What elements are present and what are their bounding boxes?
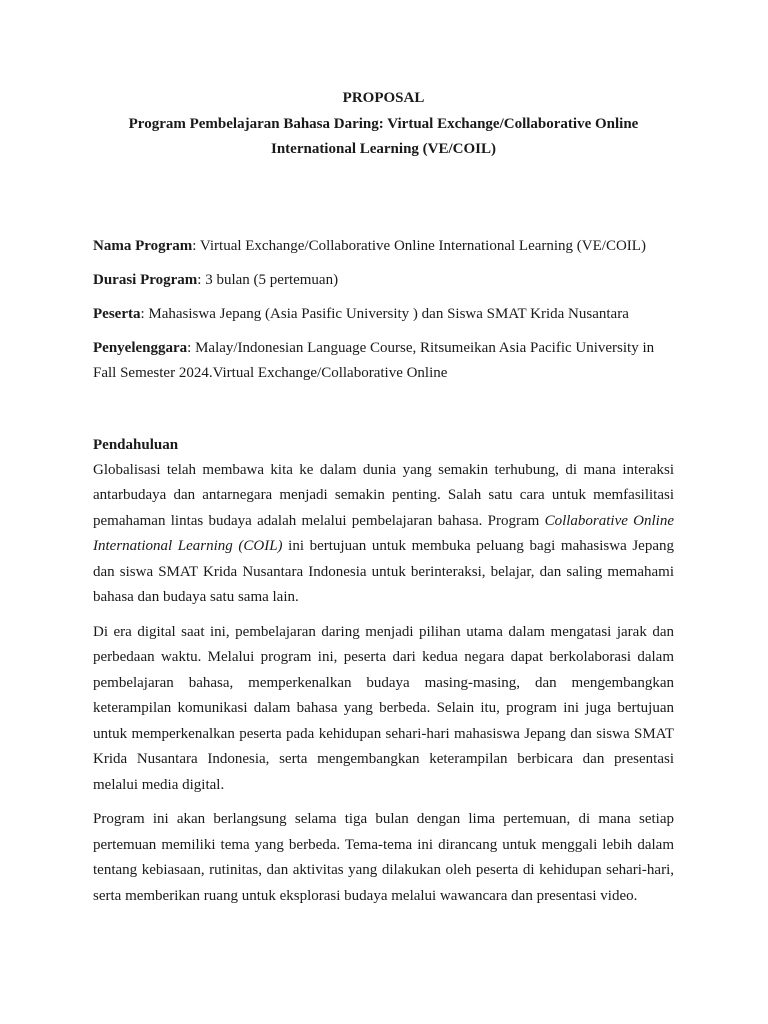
meta-value: : Malay/Indonesian Language Course, Ritsumeikan Asia Pacific University in Fall Semester 2024.Virtual Exchange/Collaborative Online bbox=[93, 339, 655, 381]
paragraph-1-text-a: Globalisasi telah membawa kita ke dalam dunia yang semakin terhubung, di mana interaksi antarbudaya dan antarnegara menjadi semakin penting. Salah satu cara untuk memfasilitasi pemahaman lintas budaya adalah melalui pembelajaran bahasa. Program bbox=[93, 461, 674, 529]
meta-penyelenggara bbox=[93, 336, 674, 386]
meta-durasi-program bbox=[93, 268, 674, 293]
meta-nama-program bbox=[93, 234, 674, 259]
meta-value: : Mahasiswa Jepang (Asia Pasific University ) dan Siswa SMAT Krida Nusantara bbox=[140, 305, 629, 322]
meta-value: : 3 bulan (5 pertemuan) bbox=[197, 271, 339, 288]
meta-label: Durasi Program bbox=[93, 271, 198, 288]
paragraph-1-italic: Collaborative Online International Learning (COIL) bbox=[93, 512, 674, 554]
paragraph-1 bbox=[93, 458, 674, 611]
document-title: PROPOSAL bbox=[342, 90, 425, 106]
meta-label: Nama Program bbox=[93, 237, 193, 254]
paragraph-1-text-b: ini bertujuan untuk membuka peluang bagi mahasiswa Jepang dan siswa SMAT Krida Nusantara Indonesia untuk berinteraksi, belajar, dan saling memahami bahasa dan budaya satu sama lain. bbox=[93, 538, 674, 605]
meta-peserta bbox=[93, 302, 674, 327]
meta-value: : Virtual Exchange/Collaborative Online International Learning (VE/COIL) bbox=[192, 237, 646, 254]
title-block bbox=[93, 86, 674, 163]
section-heading-pendahuluan: Pendahuluan bbox=[93, 436, 179, 453]
meta-label: Peserta bbox=[93, 305, 141, 322]
document-subtitle-line-1: Program Pembelajaran Bahasa Daring: Virtual Exchange/Collaborative Online bbox=[128, 115, 639, 132]
meta-label: Penyelenggara bbox=[93, 339, 188, 356]
document-subtitle-line-2: International Learning (VE/COIL) bbox=[270, 141, 496, 157]
paragraph-3: Program ini akan berlangsung selama tiga bulan dengan lima pertemuan, di mana setiap pertemuan memiliki tema yang berbeda. Tema-tema ini dirancang untuk menggali lebih dalam tentang kebiasaan, rutinitas, dan aktivitas yang dilakukan oleh peserta di kehidupan sehari-hari, serta memberikan ruang untuk eksplorasi budaya melalui wawancara dan presentasi video. bbox=[93, 811, 674, 904]
document-page bbox=[93, 86, 674, 918]
paragraph-2: Di era digital saat ini, pembelajaran daring menjadi pilihan utama dalam mengatasi jarak dan perbedaan waktu. Melalui program ini, peserta dari kedua negara dapat berkolaborasi dalam pembelajaran bahasa, memperkenalkan budaya masing-masing, dan mengembangkan keterampilan komunikasi dalam bahasa yang berbeda. Selain itu, program ini juga bertujuan untuk memperkenalkan peserta pada kehidupan sehari-hari mahasiswa Jepang dan siswa SMAT Krida Nusantara Indonesia, serta mengembangkan keterampilan berbicara dan presentasi melalui media digital. bbox=[93, 623, 674, 793]
